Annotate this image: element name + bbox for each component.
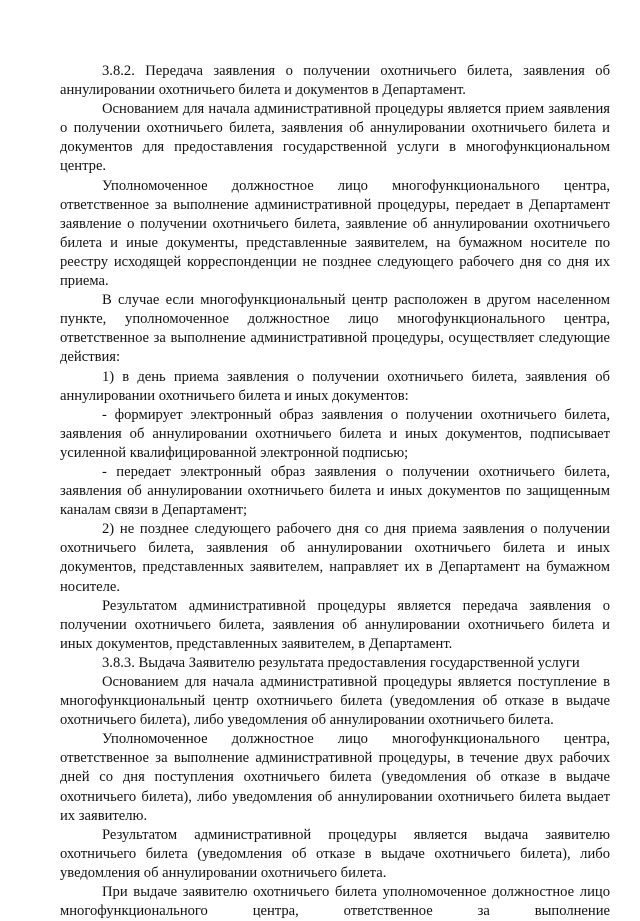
paragraph-issue-result: Результатом административной процедуры является выдача заявителю охотничьего билета (уведомления об отказе в выдаче охотничьего билета), либо уведомления об аннулировании охотничьего билета.: [60, 826, 610, 881]
paragraph-3-8-3-heading: 3.8.3. Выдача Заявителю результата предоставления государственной услуги: [102, 654, 580, 671]
paragraph-step-1: 1) в день приема заявления о получении охотничьего билета, заявления об аннулировании охотничьего билета и иных документов:: [60, 368, 610, 404]
paragraph-other-settlement: В случае если многофункциональный центр расположен в другом населенном пункте, уполномоченное должностное лицо многофункционального центра, ответственное за выполнение административной процедуры, осуществляет следующие действия:: [60, 292, 610, 366]
paragraph-basis-reception: Основанием для начала административной процедуры является прием заявления о получении охотничьего билета, заявления об аннулировании охотничьего билета и документов для предоставления государственной услуги в многофункциональном центре.: [60, 101, 610, 175]
paragraph-forms-electronic-image: - формирует электронный образ заявления о получении охотничьего билета, заявления об аннулировании охотничьего билета и иных документов, подписывает усиленной квалифицированной электронной подписью;: [60, 406, 610, 461]
paragraph-official-transfers: Уполномоченное должностное лицо многофункционального центра, ответственное за выполнение административной процедуры, передает в Департамент заявление о получении охотничьего билета, заявление об аннулировании охотничьего билета и иные документы, представленные заявителем, на бумажном носителе по реестру исходящей корреспонденции не позднее следующего рабочего дня со дня их приема.: [60, 177, 610, 290]
paragraph-transfer-result: Результатом административной процедуры является передача заявления о получении охотничьего билета, заявления об аннулировании охотничьего билета и иных документов, представленных заявителем, в Департамент.: [60, 597, 610, 652]
paragraph-3-8-2-heading: 3.8.2. Передача заявления о получении охотничьего билета, заявления об аннулировании охотничьего билета и документов в Департамент.: [60, 63, 610, 99]
paragraph-transfers-electronic-image: - передает электронный образ заявления о получении охотничьего билета, заявления об аннулировании охотничьего билета и иных документов по защищенным каналам связи в Департамент;: [60, 463, 610, 519]
document-page: [60, 62, 610, 921]
paragraph-official-issues: Уполномоченное должностное лицо многофункционального центра, ответственное за выполнение административной процедуры, в течение двух рабочих дней со дня поступления охотничьего билета (уведомления об отказе в выдаче охотничьего билета), либо уведомления об аннулировании охотничьего билета выдает их заявителю.: [60, 731, 610, 824]
paragraph-issuance-continued: При выдаче заявителю охотничьего билета уполномоченное должностное лицо многофункционального центра, ответственное за выполнение: [60, 884, 610, 920]
paragraph-basis-receipt: Основанием для начала административной процедуры является поступление в многофункциональный центр охотничьего билета (уведомления об отказе в выдаче охотничьего билета), либо уведомления об аннулировании охотничьего билета.: [60, 674, 610, 729]
paragraph-step-2: 2) не позднее следующего рабочего дня со дня приема заявления о получении охотничьего билета, заявления об аннулировании охотничьего билета и иных документов, представленных заявителем, направляет их в Департамент на бумажном носителе.: [60, 521, 610, 595]
